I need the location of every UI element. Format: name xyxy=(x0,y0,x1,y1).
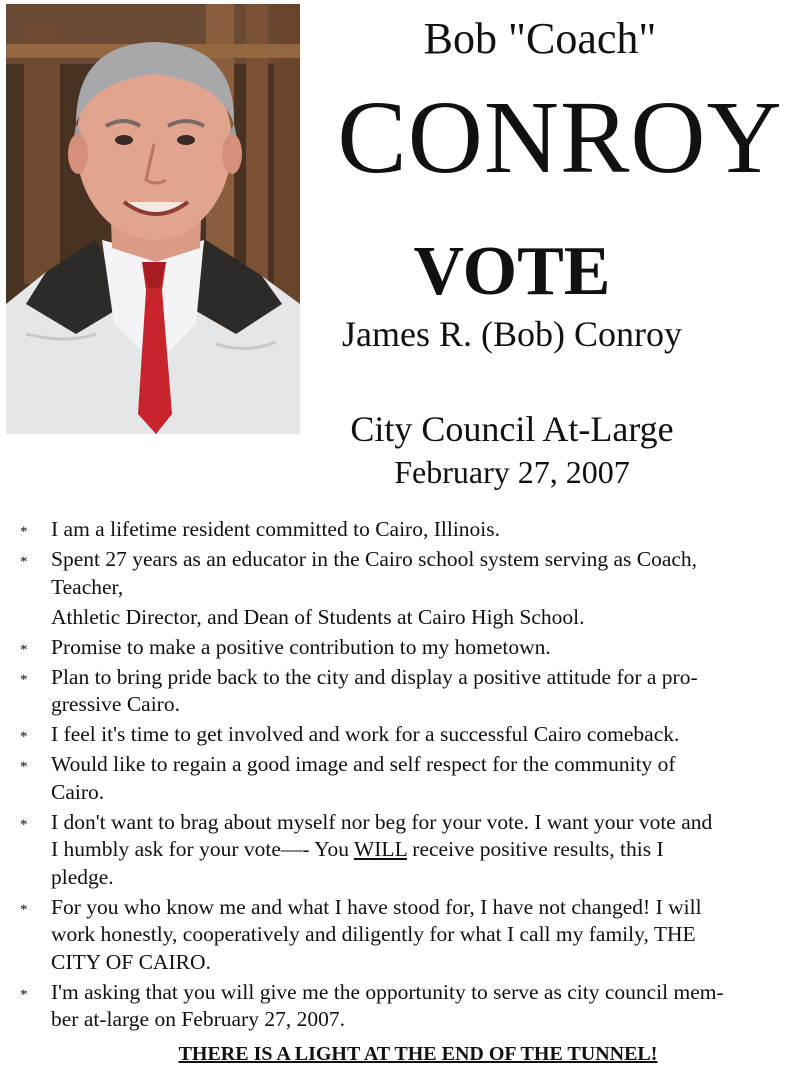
list-item: * Would like to regain a good image and self respect for the community of Cairo. xyxy=(20,752,676,804)
bullet-star-icon: * xyxy=(20,554,28,570)
bullet-star-icon: * xyxy=(20,524,28,540)
office-title: City Council At-Large xyxy=(350,409,674,449)
list-item: Athletic Director, and Dean of Students at Cairo High School. xyxy=(51,604,585,629)
candidate-nickname: Bob "Coach" xyxy=(423,14,657,63)
list-item: * Plan to bring pride back to the city and display a positive attitude for a pro- gressive Cairo. xyxy=(20,664,698,716)
vote-heading: VOTE xyxy=(413,233,611,310)
list-item: * I feel it's time to get involved and work for a successful Cairo comeback. xyxy=(20,721,800,749)
election-date: February 27, 2007 xyxy=(394,454,630,490)
bullet-star-icon: * xyxy=(20,901,28,918)
list-item: * I don't want to brag about myself nor beg for your vote. I want your vote and I humbly ask for your vote—- You WILL receive positive results, this I pledge. xyxy=(20,809,713,889)
bullet-star-icon: * xyxy=(20,671,28,688)
candidate-surname: CONROY xyxy=(337,80,783,195)
bullet-star-icon: * xyxy=(20,759,28,775)
bullet-star-icon: * xyxy=(20,641,28,658)
bullet-star-icon: * xyxy=(20,816,28,833)
candidate-photo xyxy=(6,4,300,434)
bullet-star-icon: * xyxy=(20,986,28,1003)
candidate-full-name: James R. (Bob) Conroy xyxy=(342,314,682,354)
list-item: * I am a lifetime resident committed to Cairo, Illinois. xyxy=(20,516,800,544)
campaign-points xyxy=(20,516,800,1036)
list-item: * Spent 27 years as an educator in the Cairo school system serving as Coach, Teacher, xyxy=(20,547,698,599)
closing-slogan: THERE IS A LIGHT AT THE END OF THE TUNNEL! xyxy=(178,1043,658,1065)
emphasis-will: WILL xyxy=(353,837,407,861)
list-item: * Promise to make a positive contribution to my hometown. xyxy=(20,634,800,662)
list-item: * I'm asking that you will give me the opportunity to serve as city council mem- ber at-large on February 27, 2007. xyxy=(20,979,724,1031)
list-item: * For you who know me and what I have stood for, I have not changed! I will work honestly, cooperatively and diligently for what I call my family, THE CITY OF CAIRO. xyxy=(20,894,702,974)
bullet-star-icon: * xyxy=(20,729,28,745)
